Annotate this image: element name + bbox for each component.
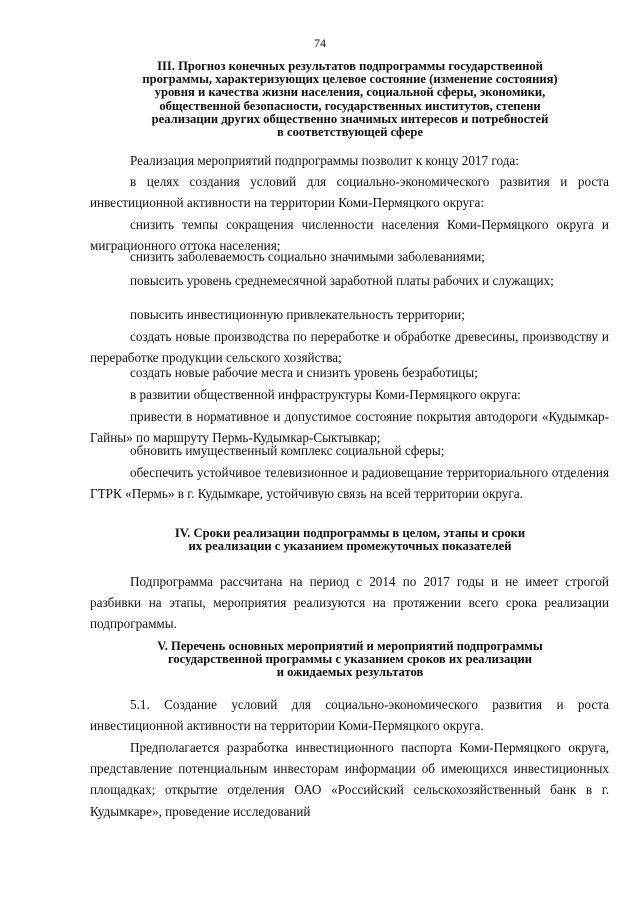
heading-line: государственной программы с указанием сроков их реализации [167,652,533,667]
paragraph: Подпрограмма рассчитана на период с 2014 по 2017 годы и не имеет строгой разбивки на этапы, мероприятия реализуются на протяжении всего срока реализации подпрограммы. [90,574,609,632]
paragraph: повысить уровень среднемесячной заработной платы рабочих и служащих; [130,273,554,288]
paragraph: Реализация мероприятий подпрограммы позволит к концу 2017 года: [130,153,519,168]
heading-line: программы, характеризующих целевое состояние (изменение состояния) [142,72,558,87]
heading-line: V. Перечень основных мероприятий и мероприятий подпрограммы [157,639,543,653]
heading-line: в соответствующей сфере [277,125,423,140]
heading-line: общественной безопасности, государственных институтов, степени [159,98,541,113]
paragraph: снизить заболеваемость социально значимыми заболеваниями; [130,249,485,264]
heading-line: их реализации с указанием промежуточных показателей [188,539,512,554]
page-number: 74 [314,36,326,50]
section-5-heading [80,640,620,680]
heading-line: IV. Сроки реализации подпрограммы в целом, этапы и сроки [174,526,526,540]
paragraph: создать новые рабочие места и снизить уровень безработицы; [130,365,478,380]
section-3-heading [80,60,620,139]
paragraph: привести в нормативное и допустимое состояние покрытия автодороги «Кудымкар-Гайны» по маршруту Пермь-Кудымкар-Сыктывкар; [90,409,609,446]
paragraph: 5.1. Создание условий для социально-экономического развития и роста инвестиционной активности на территории Коми-Пермяцкого округа. [90,697,609,734]
paragraph: в целях создания условий для социально-экономического развития и роста инвестиционной активности на территории Коми-Пермяцкого округа: [90,174,609,211]
paragraph: снизить темпы сокращения численности населения Коми-Пермяцкого округа и миграционного оттока населения; [90,217,609,254]
heading-line: и ожидаемых результатов [276,665,424,680]
paragraph: создать новые производства по переработке и обработке древесины, производству и переработке продукции сельского хозяйства; [90,329,609,366]
paragraph: в развитии общественной инфраструктуры Коми-Пермяцкого округа: [130,387,521,402]
section-4-heading [80,527,620,553]
paragraph: обеспечить устойчивое телевизионное и радиовещание территориального отделения ГТРК «Пермь» в г. Кудымкаре, устойчивую связь на всей территории округа. [90,465,609,502]
heading-line: III. Прогноз конечных результатов подпрограммы государственной [157,59,543,73]
paragraph: обновить имущественный комплекс социальной сферы; [130,443,445,458]
paragraph: повысить инвестиционную привлекательность территории; [130,307,465,322]
heading-line: уровня и качества жизни населения, социальной сферы, экономики, [154,85,546,100]
paragraph: Предполагается разработка инвестиционного паспорта Коми-Пермяцкого округа, представление потенциальным инвесторам информации об имеющихся инвестиционных площадках; открытие отделения ОАО «Российский сельскохозяйственный банк в г. Кудымкаре», проведение исследований [90,740,609,819]
heading-line: реализации других общественно значимых интересов и потребностей [151,111,549,126]
